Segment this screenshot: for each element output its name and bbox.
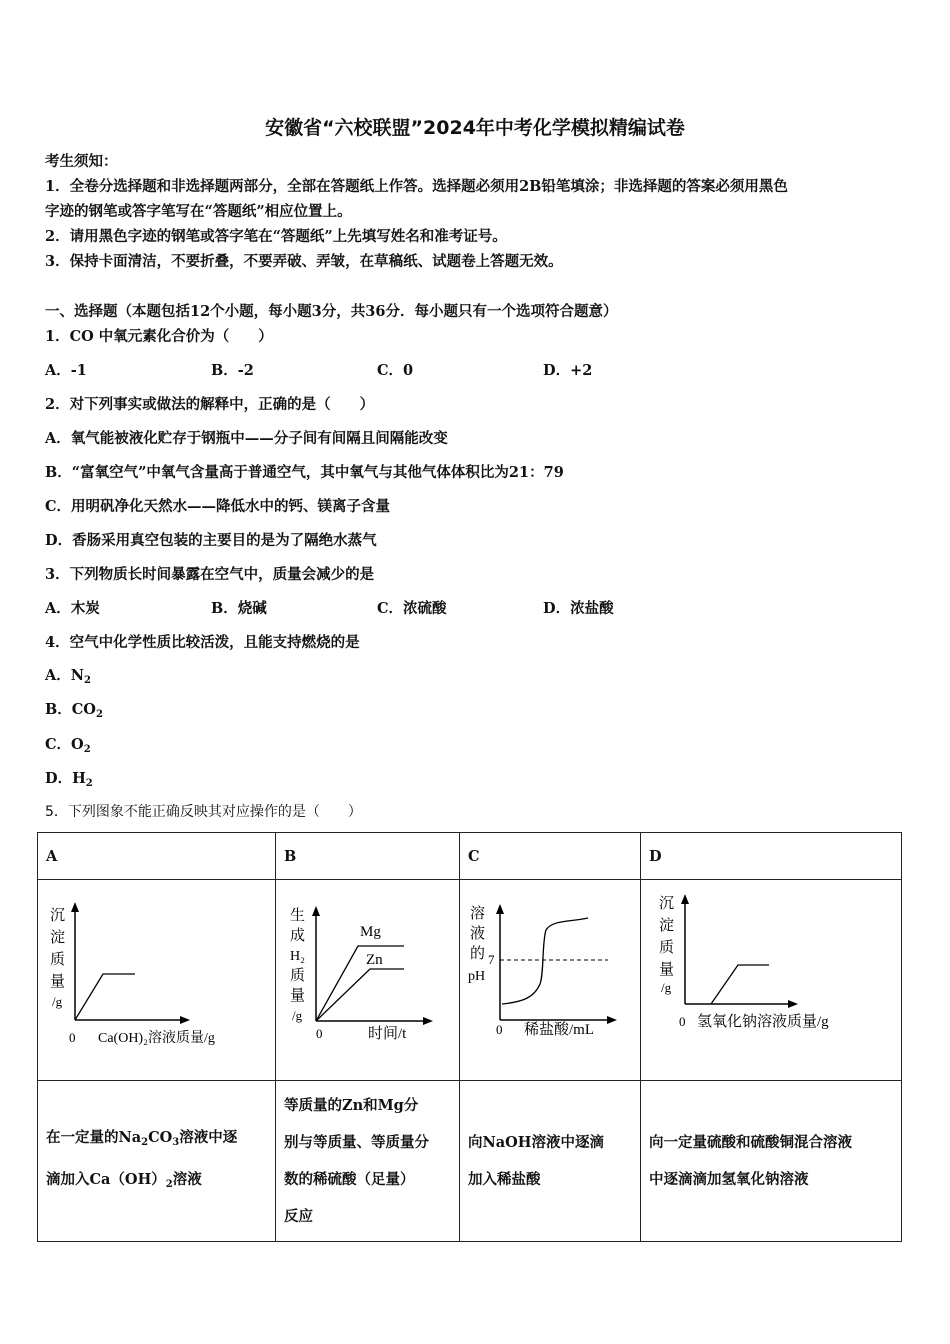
option: A．氧气能被液化贮存于钢瓶中——分子间有间隔且间隔能改变 (45, 430, 448, 447)
description-a: 在一定量的$Na_2CO_3$溶液中逐 滴加入$Ca(OH)_2$溶液 (38, 1081, 276, 1242)
y-axis-label-char: 淀 (50, 930, 66, 946)
y-axis-label-char: 的 (470, 946, 486, 962)
y-axis-unit: /g (661, 980, 672, 995)
column-header-c: C (460, 833, 641, 880)
option: C．用明矾净化天然水——降低水中的钙、镁离子含量 (45, 498, 391, 515)
description-c: 向NaOH溶液中逐滴 加入稀盐酸 (460, 1081, 641, 1242)
option: B．烧碱 (211, 600, 267, 617)
graph-d (641, 880, 901, 1076)
question-1-options (45, 361, 709, 381)
y-axis-label-char: 质 (290, 968, 306, 984)
question-1-stem: 1．CO 中氧元素化合价为（ ） (45, 328, 273, 345)
ph-7-label: 7 (488, 952, 495, 967)
question-2-stem: 2．对下列事实或做法的解释中，正确的是（ ） (45, 396, 375, 413)
origin-label: 0 (496, 1022, 503, 1037)
option: A．-1 (45, 362, 87, 379)
section-heading: 一、选择题（本题包括12个小题，每小题3分，共36分．每小题只有一个选项符合题意） (45, 303, 618, 320)
graph-a-cell (38, 880, 276, 1081)
question-4-stem: 4．空气中化学性质比较活泼，且能支持燃烧的是 (45, 634, 360, 651)
y-axis-label-char: 质 (659, 940, 675, 956)
option: D．浓盐酸 (543, 600, 614, 617)
option: C．浓硫酸 (377, 600, 447, 617)
notice-item: 字迹的钢笔或答字笔写在“答题纸”相应位置上。 (45, 203, 352, 220)
y-axis-label-char: 量 (659, 962, 675, 978)
description-d: 向一定量硫酸和硫酸铜混合溶液 中逐滴滴加氢氧化钠溶液 (641, 1081, 902, 1242)
option: B．-2 (211, 362, 254, 379)
question-3-stem: 3．下列物质长时间暴露在空气中，质量会减少的是 (45, 566, 375, 583)
option: A．木炭 (45, 600, 100, 617)
column-header-a: A (38, 833, 276, 880)
question-3-options (45, 599, 709, 619)
y-axis-label-char: 液 (470, 926, 486, 942)
series-label-zn: Zn (366, 952, 383, 968)
option: B．“富氧空气”中氧气含量高于普通空气，其中氧气与其他气体体积比为21：79 (45, 464, 564, 481)
y-axis-label-char: H₂ (290, 949, 305, 964)
option: B．$CO_2$ (45, 701, 103, 720)
x-axis-label: 时间/t (368, 1026, 407, 1042)
option: C．0 (377, 362, 414, 379)
x-axis-label: 稀盐酸/mL (524, 1022, 594, 1038)
notice-item: 1．全卷分选择题和非选择题两部分，全部在答题纸上作答。选择题必须用2B铅笔填涂；非选择题的答案必须用黑色 (45, 178, 788, 195)
option: A．$N_2$ (45, 667, 91, 686)
column-header-d: D (641, 833, 902, 880)
y-axis-label-char: 质 (50, 952, 66, 968)
y-axis-label-char: 溶 (470, 906, 486, 922)
description-b: 等质量的Zn和Mg分 别与等质量、等质量分 数的稀硫酸（足量） 反应 (276, 1081, 460, 1242)
origin-label: 0 (679, 1014, 686, 1029)
graph-b-cell (276, 880, 460, 1081)
y-axis-unit: /g (292, 1008, 303, 1023)
y-axis-label-char: 生 (290, 908, 306, 924)
x-axis-label: 氢氧化钠溶液质量/g (697, 1014, 829, 1030)
option: D．香肠采用真空包装的主要目的是为了隔绝水蒸气 (45, 532, 377, 549)
question-5-stem: 5．下列图象不能正确反映其对应操作的是（ ） (45, 804, 362, 820)
option: D．+2 (543, 362, 593, 379)
notice-item: 2．请用黑色字迹的钢笔或答字笔在“答题纸”上先填写姓名和准考证号。 (45, 228, 507, 245)
y-axis-label-char: 成 (290, 928, 306, 944)
y-axis-unit: /g (52, 994, 63, 1009)
y-axis-label-char: 沉 (50, 908, 66, 924)
y-axis-label-char: 量 (50, 974, 66, 990)
graph-d-cell (641, 880, 902, 1081)
y-axis-label-char: 沉 (659, 896, 675, 912)
origin-label: 0 (69, 1030, 76, 1045)
notice-item: 3．保持卡面清洁，不要折叠，不要弄破、弄皱，在草稿纸、试题卷上答题无效。 (45, 253, 563, 270)
column-header-b: B (276, 833, 460, 880)
question-5-table (37, 832, 902, 1242)
x-axis-label: Ca(OH)₂溶液质量/g (98, 1031, 215, 1046)
y-axis-label-char: pH (468, 969, 486, 984)
graph-b (276, 880, 459, 1076)
graph-c-cell (460, 880, 641, 1081)
option: C．$O_2$ (45, 736, 91, 755)
series-label-mg: Mg (360, 924, 381, 940)
notice-heading: 考生须知： (45, 153, 118, 170)
graph-a (38, 880, 275, 1076)
y-axis-label-char: 量 (290, 988, 306, 1004)
y-axis-label-char: 淀 (659, 918, 675, 934)
option: D．$H_2$ (45, 770, 93, 789)
origin-label: 0 (316, 1026, 323, 1041)
page-title: 安徽省“六校联盟”2024年中考化学模拟精编试卷 (265, 117, 685, 139)
graph-c (460, 880, 640, 1076)
